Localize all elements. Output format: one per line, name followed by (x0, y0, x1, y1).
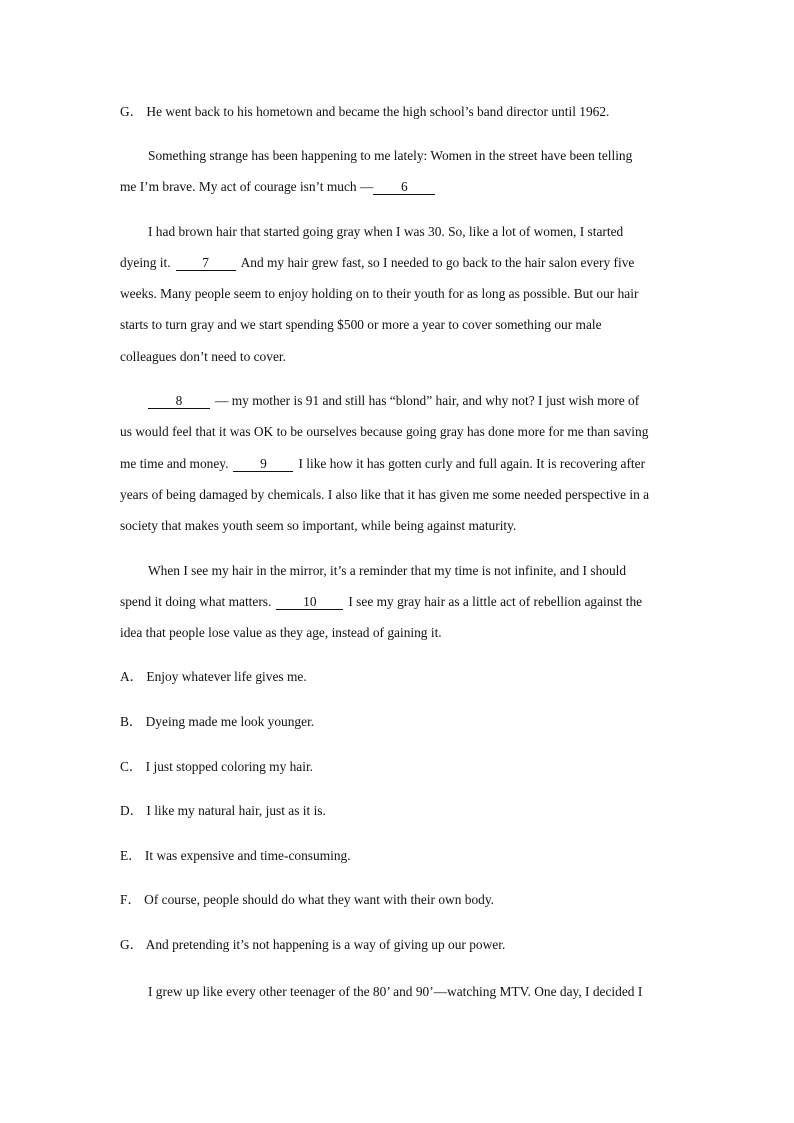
option-d: D． I like my natural hair, just as it is. (120, 803, 326, 818)
blank-7[interactable]: 7 (176, 255, 236, 271)
option-e: E． It was expensive and time-consuming. (120, 848, 351, 863)
paragraph-3-line-4: years of being damaged by chemicals. I also like that it has given me some needed perspective in a (120, 487, 650, 502)
next-passage-line-1: I grew up like every other teenager of the 80’ and 90’—watching MTV. One day, I decided I (148, 984, 643, 999)
paragraph-4-line-1: When I see my hair in the mirror, it’s a reminder that my time is not infinite, and I should (148, 563, 627, 578)
paragraph-4-line-3: idea that people lose value as they age, instead of gaining it. (120, 625, 442, 640)
paragraph-4-text-a: spend it doing what matters. (120, 594, 272, 609)
option-f: F． Of course, people should do what they want with their own body. (120, 892, 495, 907)
paragraph-2-line-1: I had brown hair that started going gray when I was 30. So, like a lot of women, I started (148, 224, 624, 239)
paragraph-1-line-2 (120, 178, 435, 196)
blank-6[interactable]: 6 (373, 179, 435, 195)
paragraph-2-line-4: starts to turn gray and we start spending $500 or more a year to cover something our male (120, 317, 602, 332)
paragraph-3-line-5: society that makes youth seem so important, while being against maturity. (120, 518, 517, 533)
previous-option-g: G． He went back to his hometown and became the high school’s band director until 1962. (120, 104, 610, 119)
paragraph-2-line-2 (120, 254, 634, 272)
paragraph-3-line-2: us would feel that it was OK to be ourselves because going gray has done more for me than saving (120, 424, 649, 439)
paragraph-1-line-1: Something strange has been happening to me lately: Women in the street have been telling (148, 148, 633, 163)
paragraph-3-line-3 (120, 455, 645, 473)
paragraph-3-text-c: I like how it has gotten curly and full again. It is recovering after (298, 456, 646, 471)
paragraph-4-text-b: I see my gray hair as a little act of rebellion against the (348, 594, 643, 609)
option-g: G． And pretending it’s not happening is a way of giving up our power. (120, 937, 506, 952)
paragraph-2-text-a: dyeing it. (120, 255, 171, 270)
blank-10[interactable]: 10 (276, 594, 343, 610)
paragraph-3-text-a: — my mother is 91 and still has “blond” hair, and why not? I just wish more of (215, 393, 640, 408)
blank-9[interactable]: 9 (233, 456, 293, 472)
paragraph-3-text-b: me time and money. (120, 456, 229, 471)
paragraph-3-line-1 (148, 392, 639, 410)
paragraph-2-text-b: And my hair grew fast, so I needed to go back to the hair salon every five (240, 255, 635, 270)
option-a: A． Enjoy whatever life gives me. (120, 669, 307, 684)
blank-8[interactable]: 8 (148, 393, 210, 409)
paragraph-1-text: me I’m brave. My act of courage isn’t much — (120, 179, 374, 194)
option-c: C． I just stopped coloring my hair. (120, 759, 314, 774)
paragraph-4-line-2 (120, 593, 642, 611)
paragraph-2-line-3: weeks. Many people seem to enjoy holding on to their youth for as long as possible. But our hair (120, 286, 639, 301)
option-b: B． Dyeing made me look younger. (120, 714, 315, 729)
paragraph-2-line-5: colleagues don’t need to cover. (120, 349, 286, 364)
